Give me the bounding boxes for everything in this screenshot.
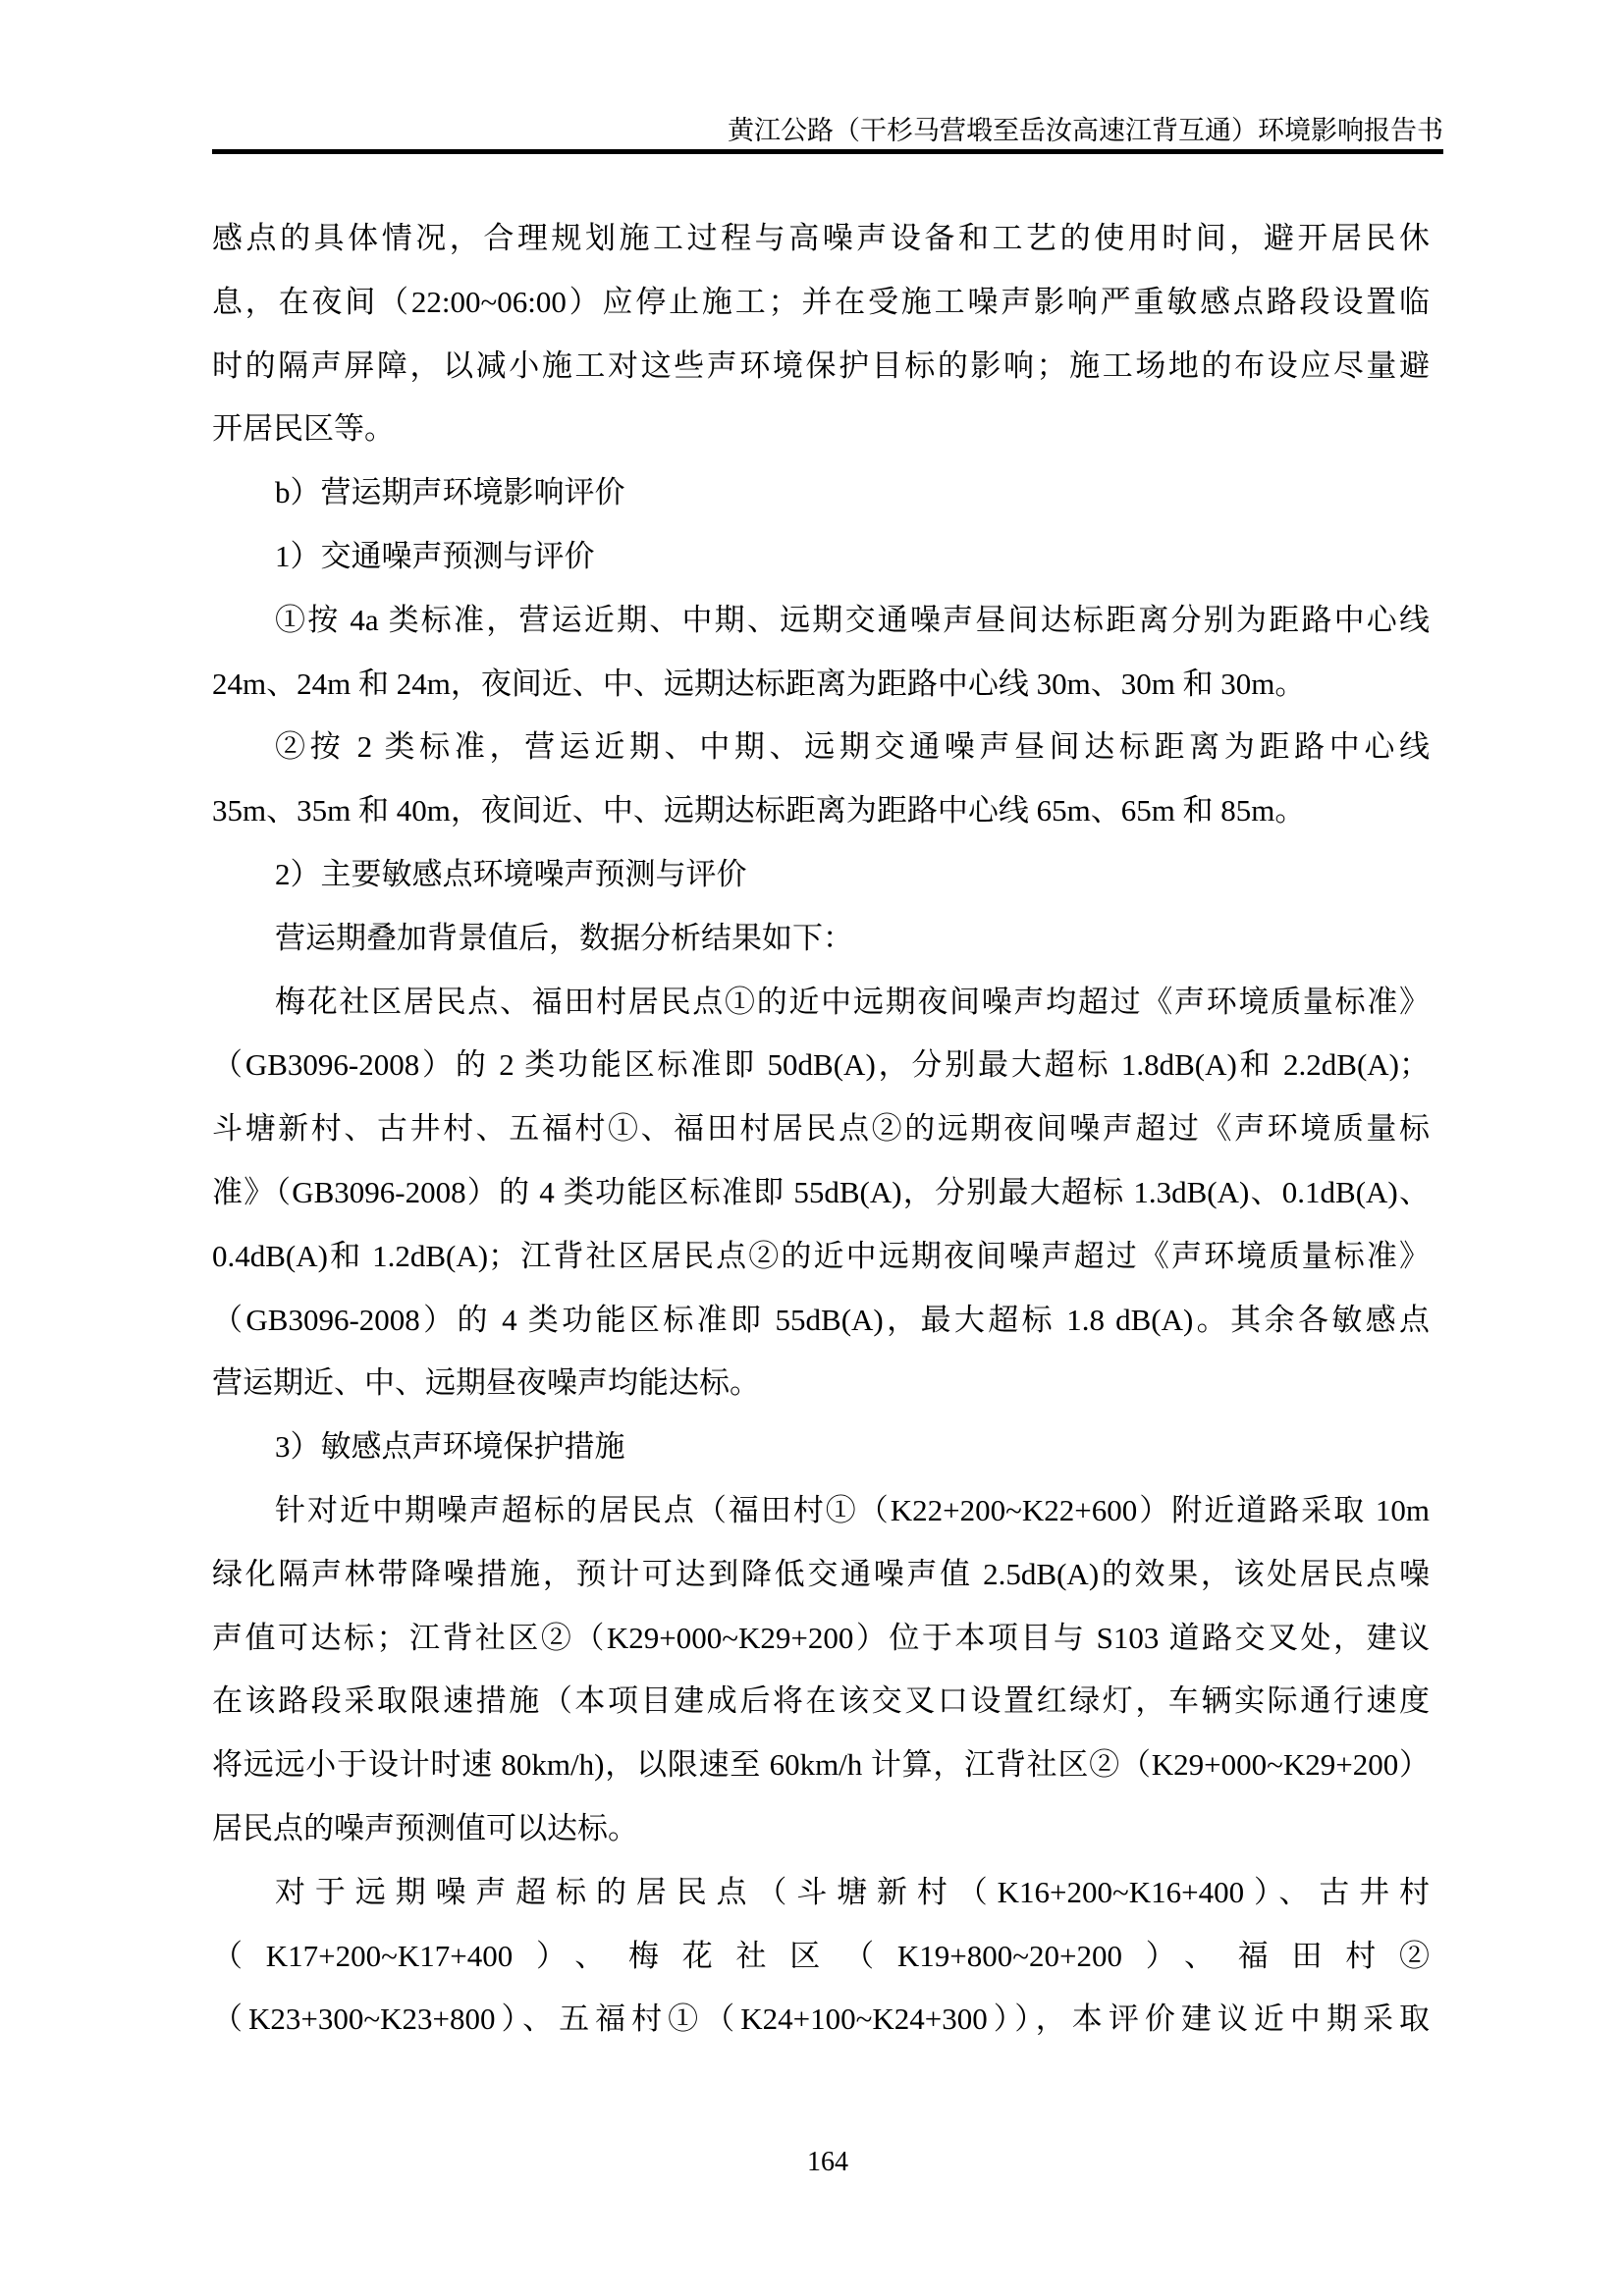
text-line: 声值可达标；江背社区②（K29+000~K29+200）位于本项目与 S103 道路交叉处，建议 — [212, 1620, 1430, 1655]
text-line: 2）主要敏感点环境噪声预测与评价 — [275, 856, 747, 891]
text-line: 时的隔声屏障，以减小施工对这些声环境保护目标的影响；施工场地的布设应尽量避 — [212, 347, 1430, 383]
text-line: （GB3096-2008）的 2 类功能区标准即 50dB(A)，分别最大超标 1.8dB(A)和 2.2dB(A)； — [212, 1047, 1430, 1083]
text-line: 梅花社区居民点、福田村居民点①的近中远期夜间噪声均超过《声环境质量标准》 — [275, 984, 1430, 1019]
text-line: b）营运期声环境影响评价 — [275, 475, 625, 510]
text-line: 24m、24m 和 24m，夜间近、中、远期达标距离为距路中心线 30m、30m 和 30m。 — [212, 666, 1306, 701]
text-line: 息，在夜间（22:00~06:00）应停止施工；并在受施工噪声影响严重敏感点路段设置临 — [212, 284, 1430, 319]
text-line: 营运期近、中、远期昼夜噪声均能达标。 — [212, 1365, 760, 1401]
text-line: 斗塘新村、古井村、五福村①、福田村居民点②的远期夜间噪声超过《声环境质量标 — [212, 1111, 1430, 1147]
text-line: ①按 4a 类标准，营运近期、中期、远期交通噪声昼间达标距离分别为距路中心线 — [275, 602, 1430, 637]
text-line: 0.4dB(A)和 1.2dB(A)；江背社区居民点②的近中远期夜间噪声超过《声环境质量标准》 — [212, 1238, 1430, 1273]
text-line: 针对近中期噪声超标的居民点（福田村①（K22+200~K22+600）附近道路采取 10m — [275, 1492, 1430, 1527]
body-text — [212, 207, 1430, 2052]
text-line: 将远远小于设计时速 80km/h)，以限速至 60km/h 计算，江背社区②（K29+000~K29+200） — [212, 1747, 1430, 1783]
text-line: （K17+200~K17+400）、梅花社区（K19+800~20+200）、福田村② — [212, 1938, 1430, 1973]
header-rule — [212, 149, 1443, 154]
running-header: 黄江公路（干杉马营塅至岳汝高速江背互通）环境影响报告书 — [728, 116, 1443, 145]
text-line: 对于远期噪声超标的居民点（斗塘新村（K16+200~K16+400）、古井村 — [275, 1874, 1430, 1909]
text-line: 绿化隔声林带降噪措施，预计可达到降低交通噪声值 2.5dB(A)的效果，该处居民点噪 — [212, 1556, 1430, 1591]
text-line: 居民点的噪声预测值可以达标。 — [212, 1810, 638, 1845]
text-line: 感点的具体情况，合理规划施工过程与高噪声设备和工艺的使用时间，避开居民休 — [212, 221, 1430, 255]
text-line: 3）敏感点声环境保护措施 — [275, 1429, 625, 1465]
page-number: 164 — [807, 2147, 848, 2177]
text-line: （K23+300~K23+800）、五福村①（K24+100~K24+300）），本评价建议近中期采取 — [212, 2002, 1430, 2037]
text-line: 营运期叠加背景值后，数据分析结果如下： — [275, 920, 853, 955]
text-line: 1）交通噪声预测与评价 — [275, 538, 595, 573]
text-line: 准》（GB3096-2008）的 4 类功能区标准即 55dB(A)，分别最大超标 1.3dB(A)、0.1dB(A)、 — [212, 1174, 1430, 1209]
text-line: 在该路段采取限速措施（本项目建成后将在该交叉口设置红绿灯，车辆实际通行速度 — [212, 1683, 1430, 1719]
text-line: ②按 2 类标准，营运近期、中期、远期交通噪声昼间达标距离为距路中心线 — [275, 729, 1430, 765]
text-line: 开居民区等。 — [212, 411, 395, 447]
text-line: 35m、35m 和 40m，夜间近、中、远期达标距离为距路中心线 65m、65m 和 85m。 — [212, 793, 1306, 828]
text-line: （GB3096-2008）的 4 类功能区标准即 55dB(A)，最大超标 1.8 dB(A)。其余各敏感点 — [212, 1302, 1430, 1337]
